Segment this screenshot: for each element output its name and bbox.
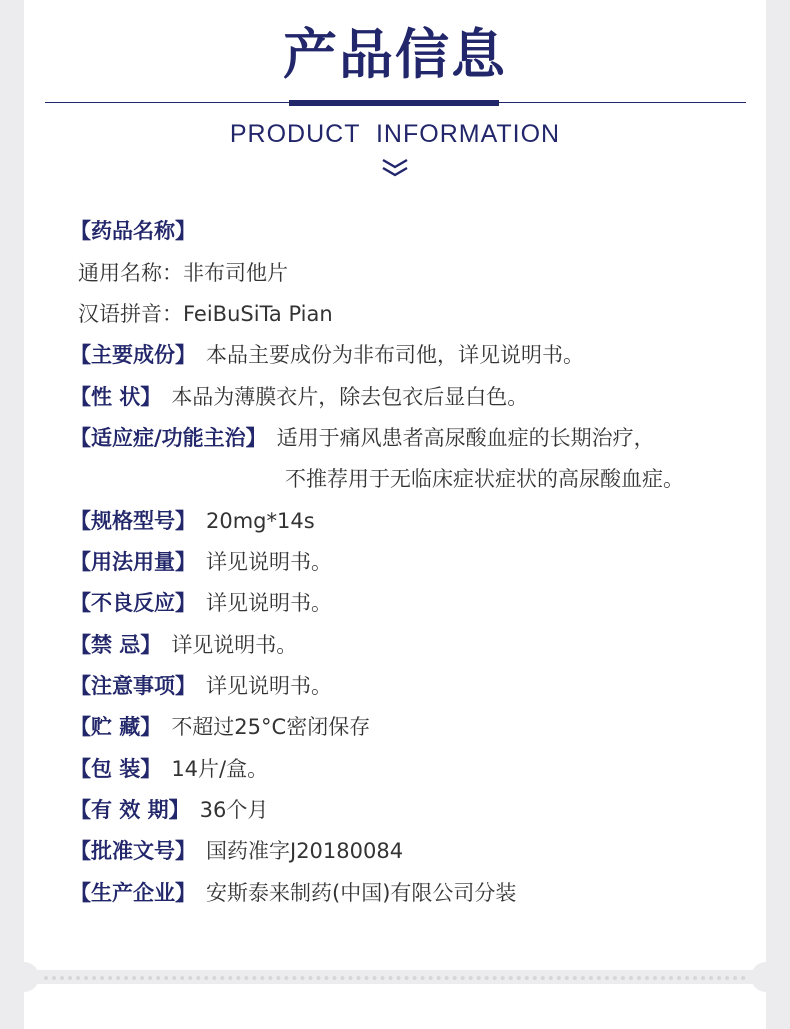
info-row-ingredients: [70, 340, 584, 370]
spec-label: 【规格型号】: [70, 509, 196, 533]
page-subtitle: PRODUCT INFORMATION: [229, 120, 561, 148]
info-row-appearance: [70, 382, 528, 412]
drug-name-label: 【药品名称】: [70, 219, 196, 243]
precautions-label: 【注意事项】: [70, 674, 196, 698]
info-row-drug-name: [70, 216, 206, 246]
double-chevron-down-icon: [380, 156, 410, 180]
info-row-manufacturer: [70, 878, 516, 908]
info-row-contraindications: [70, 630, 297, 660]
ticket-notch-right: [751, 962, 781, 992]
info-row-spec: [70, 506, 315, 536]
page-title: 产品信息: [283, 23, 507, 86]
card-footer-strip: [24, 984, 766, 1029]
indications-value-line-1: 适用于痛风患者高尿酸血症的长期治疗，: [276, 426, 655, 450]
perforation-divider: [44, 976, 746, 980]
info-row-approval: [70, 836, 403, 866]
info-row-storage: [70, 712, 370, 742]
adverse-label: 【不良反应】: [70, 591, 196, 615]
storage-value: 不超过25°C密闭保存: [171, 715, 371, 739]
ticket-notch-left: [9, 962, 39, 992]
package-label: 【包 装】: [70, 757, 162, 781]
appearance-value: 本品为薄膜衣片，除去包衣后显白色。: [171, 385, 529, 409]
info-row-usage: [70, 547, 332, 577]
contra-value: 详见说明书。: [171, 633, 298, 657]
manufacturer-value: 安斯泰来制药(中国)有限公司分装: [206, 881, 517, 905]
expiry-value: 36个月: [199, 798, 269, 822]
expiry-label: 【有 效 期】: [70, 798, 190, 822]
approval-value: 国药准字J20180084: [206, 839, 404, 863]
ingredients-label: 【主要成份】: [70, 343, 196, 367]
pinyin-value: FeiBuSiTa Pian: [183, 302, 333, 326]
info-row-package: [70, 754, 268, 784]
package-value: 14片/盒。: [171, 757, 269, 781]
manufacturer-label: 【生产企业】: [70, 881, 196, 905]
generic-name-label: 通用名称：: [78, 261, 183, 285]
storage-label: 【贮 藏】: [70, 715, 162, 739]
adverse-value: 详见说明书。: [206, 591, 332, 615]
info-row-indications: [70, 423, 655, 453]
info-row-adverse: [70, 588, 332, 618]
approval-label: 【批准文号】: [70, 839, 196, 863]
indications-label: 【适应症/功能主治】: [70, 426, 267, 450]
title-rule-accent: [289, 100, 499, 106]
pinyin-label: 汉语拼音：: [78, 302, 183, 326]
ingredients-value: 本品主要成份为非布司他，详见说明书。: [206, 343, 584, 367]
info-row-expiry: [70, 795, 268, 825]
spec-value: 20mg*14s: [206, 509, 315, 533]
generic-name-value: 非布司他片: [183, 261, 288, 285]
info-row-generic-name: [78, 258, 288, 288]
usage-value: 详见说明书。: [206, 550, 332, 574]
precautions-value: 详见说明书。: [206, 674, 332, 698]
appearance-label: 【性 状】: [70, 385, 162, 409]
info-row-pinyin: [78, 299, 333, 329]
usage-label: 【用法用量】: [70, 550, 196, 574]
contra-label: 【禁 忌】: [70, 633, 162, 657]
indications-value-line-2: 不推荐用于无临床症状症状的高尿酸血症。: [285, 467, 684, 491]
info-row-indications-cont: [285, 464, 684, 494]
info-row-precautions: [70, 671, 332, 701]
